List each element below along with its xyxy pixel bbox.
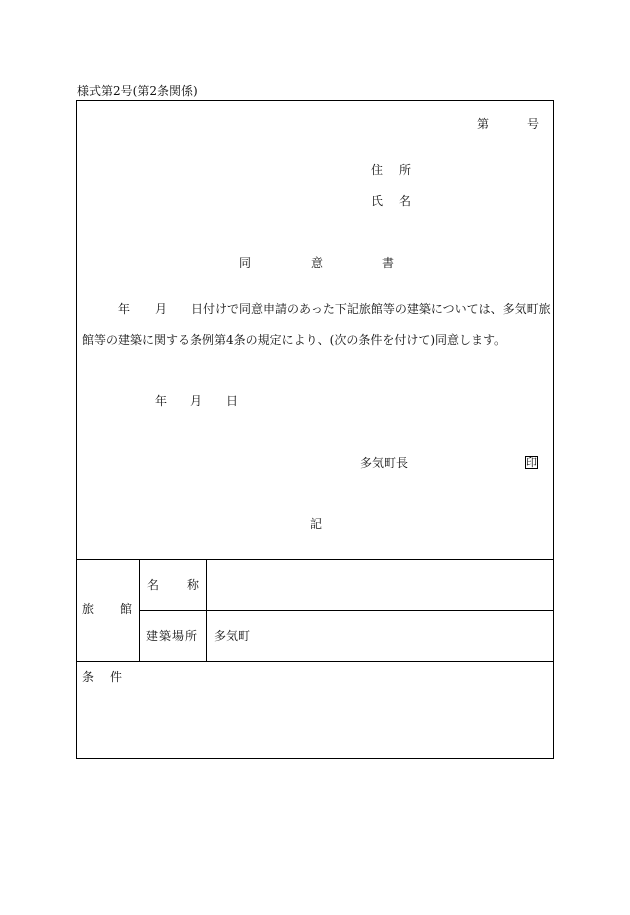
ryokan-char-1: 旅: [82, 602, 95, 616]
ryokan-char-2: 館: [120, 602, 133, 616]
document-number-dai: 第: [477, 117, 490, 131]
body-date-month: 月: [155, 302, 168, 316]
ki-label: 記: [310, 517, 323, 531]
body-line-2: 館等の建築に関する条例第4条の規定により、(次の条件を付けて)同意します。: [82, 333, 507, 347]
table-bottom-rule: [76, 661, 554, 662]
location-label: 建築場所: [146, 629, 199, 643]
title-char-2: 意: [311, 256, 324, 270]
seal-mark: 印: [526, 456, 537, 469]
document-number-go: 号: [527, 117, 540, 131]
table-middle-rule: [139, 610, 554, 611]
date-day: 日: [226, 394, 239, 408]
body-date-year: 年: [118, 302, 131, 316]
title-char-3: 書: [382, 256, 395, 270]
name-row-char-2: 称: [187, 578, 200, 592]
location-value: 多気町: [214, 629, 251, 643]
table-divider-1: [139, 559, 140, 661]
body-line-1: 日付けで同意申請のあった下記旅館等の建築については、多気町旅: [191, 302, 551, 316]
name-label: 氏 名: [371, 194, 414, 208]
date-year: 年: [155, 394, 168, 408]
mayor-label: 多気町長: [360, 456, 409, 470]
name-row-char-1: 名: [147, 578, 160, 592]
form-number-label: 様式第2号(第2条関係): [77, 84, 198, 98]
address-label: 住 所: [371, 163, 414, 177]
date-month: 月: [190, 394, 203, 408]
conditions-label: 条 件: [82, 670, 125, 684]
table-top-rule: [76, 559, 554, 560]
title-char-1: 同: [239, 256, 252, 270]
table-divider-2: [206, 559, 207, 661]
